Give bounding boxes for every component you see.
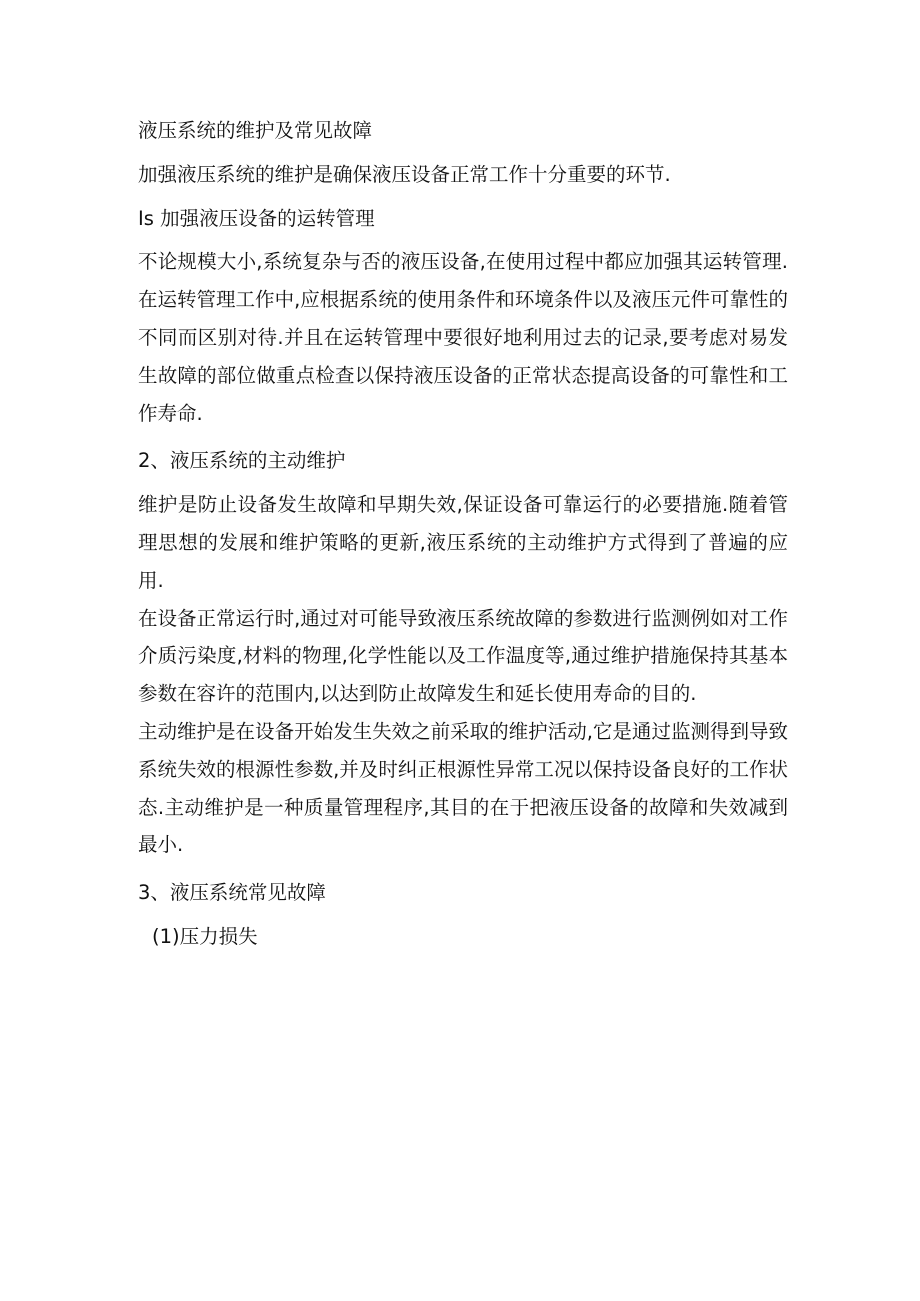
- section-3-heading: 3、液压系统常见故障: [138, 881, 326, 905]
- section-1-paragraph: 不论规模大小,系统复杂与否的液压设备,在使用过程中都应加强其运转管理.在运转管理工作中,应根据系统的使用条件和环境条件以及液压元件可靠性的不同而区别对待.并且在运转管理中要很好地利用过去的记录,要考虑对易发生故障的部位做重点检查以保持液压设备的正常状态提高设备的可靠性和工作寿命.: [138, 250, 788, 425]
- section-2-paragraph-1: 维护是防止设备发生故障和早期失效,保证设备可靠运行的必要措施.随着管理思想的发展和维护策略的更新,液压系统的主动维护方式得到了普遍的应用.: [138, 493, 788, 592]
- section-1-heading: Is 加强液压设备的运转管理: [138, 206, 375, 230]
- section-2-paragraph-2: 在设备正常运行时,通过对可能导致液压系统故障的参数进行监测例如对工作介质污染度,材料的物理,化学性能以及工作温度等,通过维护措施保持其基本参数在容许的范围内,以达到防止故障发生和延长使用寿命的目的.: [138, 606, 788, 706]
- document-body: [138, 112, 788, 956]
- intro-paragraph: 加强液压系统的维护是确保液压设备正常工作十分重要的环节.: [138, 162, 671, 186]
- section-2-heading: 2、液压系统的主动维护: [138, 449, 346, 473]
- section-3-item-1: (1)压力损失: [152, 924, 258, 948]
- section-2-paragraph-3: 主动维护是在设备开始发生失效之前采取的维护活动,它是通过监测得到导致系统失效的根源性参数,并及时纠正根源性异常工况以保持设备良好的工作状态.主动维护是一种质量管理程序,其目的在于把液压设备的故障和失效减到最小.: [138, 719, 788, 857]
- document-title: 液压系统的维护及常见故障: [138, 119, 373, 142]
